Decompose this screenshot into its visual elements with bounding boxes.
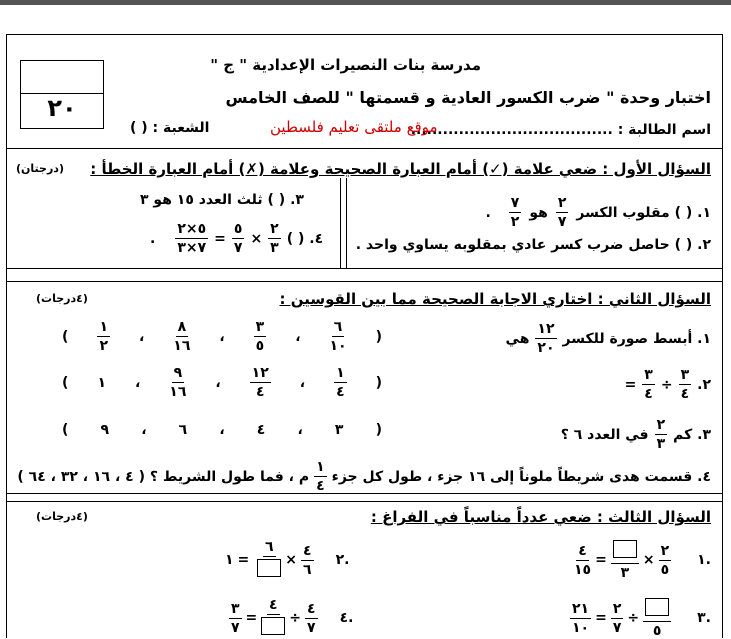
q1-item1-frac-a: $\frac{٢}{٧}$ bbox=[557, 195, 567, 230]
q2-item4-frac: $\frac{١}{٤}$ bbox=[316, 459, 325, 494]
q2-item1-opt2[interactable]: $\frac{٣}{٥}$ bbox=[255, 319, 265, 354]
q1-marks: (درجتان) bbox=[16, 162, 64, 175]
q2-item1-opt1[interactable]: $\frac{٦}{١٠}$ bbox=[329, 319, 347, 354]
q1-item1: ١. ( ) مقلوب الكسر $\frac{٢}{٧}$ هو $\frac{٧}{٢}$ . bbox=[485, 195, 711, 230]
q3-i1-blank-frac: ٣ bbox=[611, 540, 639, 580]
q3-i1-frac1: $\frac{٢}{٥}$ bbox=[660, 542, 670, 578]
q3-i2-blank-frac: ٦ bbox=[257, 540, 281, 580]
q2-item2-options: ( $\frac{١}{٤}$ ، $\frac{١٢}{٤}$ ، $\frac{٩}{١٦}$ ، ١ ) bbox=[62, 365, 382, 400]
divider-4 bbox=[6, 493, 723, 494]
q3-item1: $\frac{٤}{١٥}$ = ٣ × $\frac{٢}{٥}$ ١. bbox=[570, 540, 711, 580]
score-box bbox=[20, 60, 104, 129]
q3-item4: $\frac{٣}{٧}$ = ٤ ÷ $\frac{٤}{٧}$ ٤. bbox=[225, 598, 353, 638]
score: ٢٠ bbox=[47, 94, 77, 122]
q1-split-b bbox=[346, 178, 347, 268]
q2-item4 bbox=[17, 460, 711, 493]
section-label: الشعبة : ( ) bbox=[130, 120, 210, 136]
q2-item1-opt3[interactable]: $\frac{٨}{١٦}$ bbox=[173, 319, 191, 354]
q2-item1-opt4[interactable]: $\frac{١}{٢}$ bbox=[99, 319, 108, 354]
divider-3 bbox=[6, 281, 723, 282]
q3-marks: (٤درجات) bbox=[36, 510, 88, 523]
q3-i1-result: $\frac{٤}{١٥}$ bbox=[574, 542, 592, 578]
school-name: مدرسة بنات النصيرات الإعدادية " ج " bbox=[210, 56, 481, 74]
q1-item4-frac1: $\frac{٢}{٣}$ bbox=[270, 221, 279, 256]
q2-item2-opt3[interactable]: $\frac{٩}{١٦}$ bbox=[169, 365, 187, 400]
q2-item3-opt1[interactable]: ٣ bbox=[334, 422, 344, 438]
q2-marks: (٤درجات) bbox=[36, 292, 88, 305]
divider-1 bbox=[6, 148, 723, 149]
q3-i2-result: ١ bbox=[225, 552, 234, 568]
q1-item3: ٣. ( ) ثلث العدد ١٥ هو ٣ bbox=[140, 192, 304, 208]
student-name-label: اسم الطالبة : ...................................... bbox=[410, 122, 711, 138]
q2-item2-opt2[interactable]: $\frac{١٢}{٤}$ bbox=[251, 365, 269, 400]
q1-item1-frac-b: $\frac{٧}{٢}$ bbox=[510, 195, 520, 230]
q3-i1-blank[interactable] bbox=[613, 540, 637, 558]
frame-top bbox=[6, 34, 723, 35]
divider-5 bbox=[6, 501, 723, 502]
frame-right bbox=[722, 34, 723, 638]
q2-item1: ١. أبسط صورة للكسر $\frac{١٢}{٢٠}$ هي bbox=[505, 321, 711, 356]
q2-item4-suffix: م ، فما طول الشريط ؟ ( ٤ ، ١٦ ، ٣٢ ، ٦٤ ) bbox=[17, 468, 310, 485]
q2-item1-options: ( $\frac{٦}{١٠}$ ، $\frac{٣}{٥}$ ، $\frac{٨}{١٦}$ ، $\frac{١}{٢}$ ) bbox=[62, 319, 382, 354]
q3-i4-blank[interactable] bbox=[261, 617, 285, 635]
q1-item1-mid: هو bbox=[529, 204, 548, 221]
q2-item3: ٣. كم $\frac{٢}{٣}$ في العدد ٦ ؟ bbox=[560, 417, 711, 452]
q2-item3-frac: $\frac{٢}{٣}$ bbox=[656, 417, 666, 452]
exam-title: اختبار وحدة " ضرب الكسور العادية و قسمتها " للصف الخامس bbox=[225, 88, 711, 107]
q2-item2-opt4[interactable]: ١ bbox=[97, 374, 106, 391]
q3-i4-blank-frac: ٤ bbox=[261, 598, 285, 638]
q3-i3-frac2: $\frac{٢}{٧}$ bbox=[612, 600, 622, 636]
q2-item3-opt4[interactable]: ٩ bbox=[100, 422, 110, 438]
q3-i3-blank-frac: ٥ bbox=[643, 598, 671, 638]
q1-title: السؤال الأول : ضعي علامة (✓) أمام العبارة الصحيحة وعلامة (✗) أمام العبارة الخطأ : bbox=[90, 160, 711, 178]
q1-item4-prefix: ٤. ( ) bbox=[286, 230, 324, 247]
q3-item2: ١ = ٦ × $\frac{٤}{٦}$ ٢. bbox=[225, 540, 349, 580]
frame-left bbox=[6, 34, 7, 638]
q2-item3-opt2[interactable]: ٤ bbox=[256, 422, 266, 438]
q2-item2-opt1[interactable]: $\frac{١}{٤}$ bbox=[336, 365, 345, 400]
top-bar bbox=[0, 0, 731, 5]
q3-i2-blank[interactable] bbox=[257, 559, 281, 577]
q3-i3-blank[interactable] bbox=[645, 598, 669, 616]
q2-item1-frac: $\frac{١٢}{٢٠}$ bbox=[537, 321, 555, 356]
q2-item2-frac2: $\frac{٣}{٤}$ bbox=[644, 367, 653, 402]
q1-item4-frac3: $\frac{٥\times ٢}{٧\times ٣}$ bbox=[177, 221, 207, 256]
divider-2 bbox=[6, 268, 723, 269]
q3-i3-result: $\frac{٢١}{١٠}$ bbox=[572, 600, 590, 636]
q3-i4-result: $\frac{٣}{٧}$ bbox=[231, 600, 240, 636]
q1-item4-frac2: $\frac{٥}{٧}$ bbox=[233, 221, 243, 256]
site-label: موقع ملتقى تعليم فلسطين bbox=[270, 118, 438, 136]
q3-i2-frac1: $\frac{٤}{٦}$ bbox=[303, 542, 312, 578]
q2-item2: ٢. $\frac{٣}{٤}$ ÷ $\frac{٣}{٤}$ = bbox=[624, 367, 711, 402]
q2-item1-prefix: ١. أبسط صورة للكسر bbox=[562, 330, 711, 347]
q3-item3: $\frac{٢١}{١٠}$ = $\frac{٢}{٧}$ ÷ ٥ ٣. bbox=[566, 598, 711, 638]
q1-split-a bbox=[340, 178, 341, 268]
q3-i4-frac1: $\frac{٤}{٧}$ bbox=[307, 600, 316, 636]
q2-item3-options: ( ٣ ، ٤ ، ٦ ، ٩ ) bbox=[62, 422, 382, 438]
q3-title: السؤال الثالث : ضعي عدداً مناسباً في الفراغ : bbox=[370, 508, 711, 526]
q1-item4: ٤. ( ) $\frac{٢}{٣}$ × $\frac{٥}{٧}$ = $\frac{٥\times ٢}{٧\times ٣}$ . bbox=[150, 221, 324, 256]
q2-item4-prefix: ٤. قسمت هدى شريطاً ملوناً إلى ١٦ جزء ، طول كل جزء bbox=[331, 468, 711, 485]
q1-item1-prefix: ١. ( ) مقلوب الكسر bbox=[576, 204, 711, 221]
q2-item3-opt3[interactable]: ٦ bbox=[178, 422, 188, 438]
q2-item2-frac1: $\frac{٣}{٤}$ bbox=[680, 367, 690, 402]
q1-item2: ٢. ( ) حاصل ضرب كسر عادي بمقلوبه يساوي واحد . bbox=[355, 237, 711, 253]
q2-title: السؤال الثاني : اختاري الاجابة الصحيحة مما بين القوسين : bbox=[279, 290, 711, 308]
